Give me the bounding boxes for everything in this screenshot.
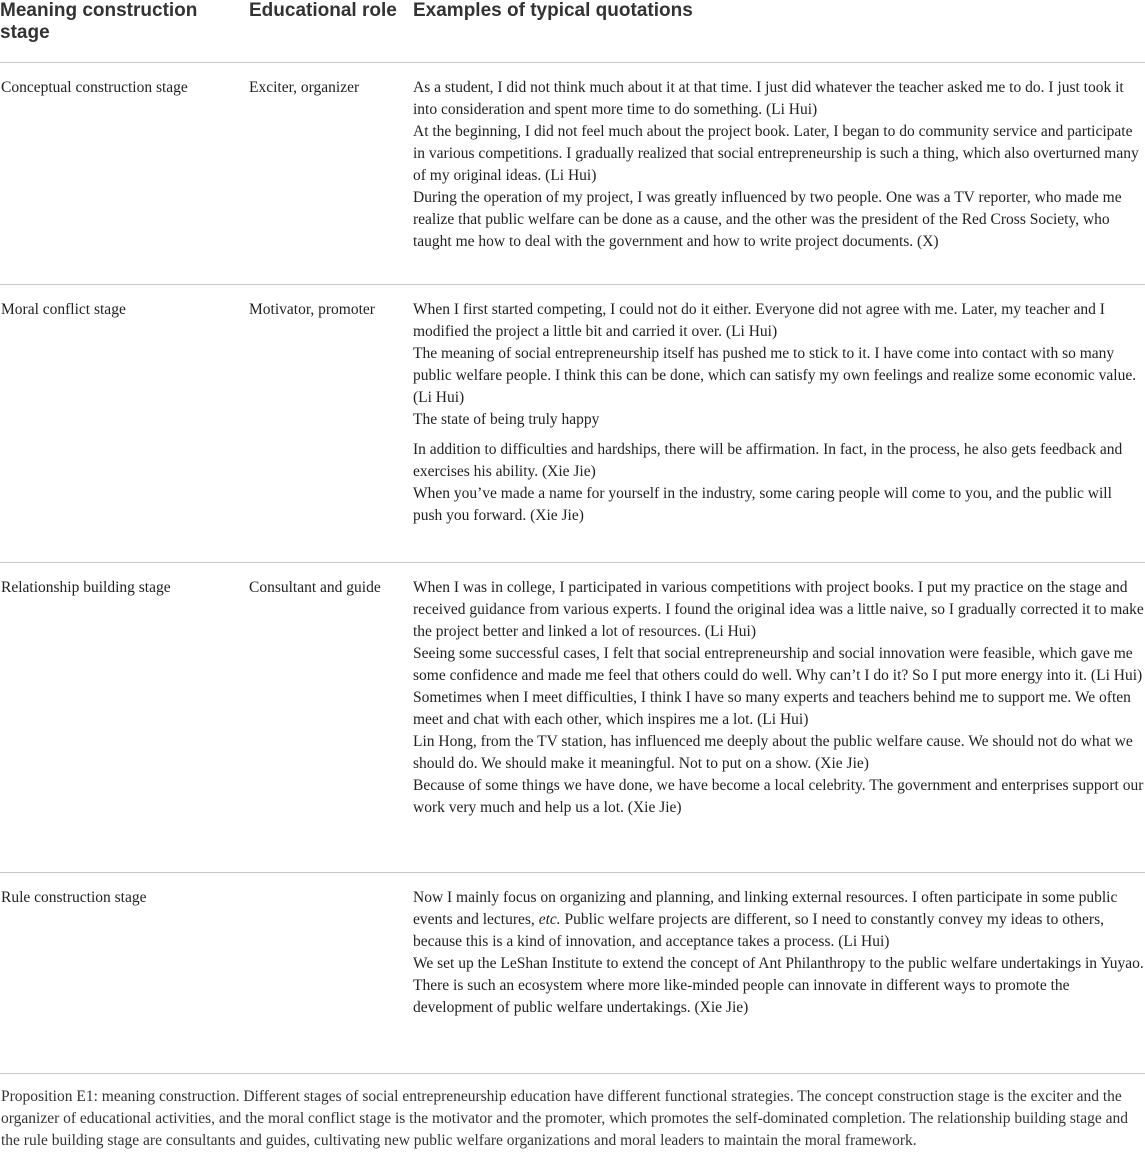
table-header-row [0,0,1145,63]
role-label: Exciter, organizer [249,79,360,96]
role-cell [249,285,413,563]
quote-text: Lin Hong, from the TV station, has influenced me deeply about the public welfare cause. We should not do what we should do. We should make it meaningful. Not to put on a show. (Xie Jie) [413,733,1133,772]
stage-cell [0,563,249,873]
table-row [0,873,1145,1074]
quote-text: When I was in college, I participated in various competitions with project books. I put my practice on the stage and received guidance from various experts. I found the original idea was a little naive, so I gradually corrected it to make the project better and linked a lot of resources. (Li Hui) [413,579,1144,640]
quote-emphasis: etc. [538,911,561,928]
role-cell [249,563,413,873]
quote-text: When you’ve made a name for yourself in the industry, some caring people will come to you, and the public will push you forward. (Xie Jie) [413,485,1112,524]
stage-cell [0,63,249,285]
header-typical-quotations: Examples of typical quotations [413,0,1145,63]
table-row [0,563,1145,873]
table-footnote: Proposition E1: meaning construction. Different stages of social entrepreneurship education have different functional strategies. The concept construction stage is the exciter and the organizer of educational activities, and the moral conflict stage is the motivator and the promoter, which promotes the self-dominated completion. The relationship building stage and the rule building stage are consultants and guides, cultivating new public welfare organizations and moral leaders to maintain the moral framework. [1,1088,1128,1149]
role-cell [249,873,413,1074]
table-row [0,285,1145,563]
table-row [0,63,1145,285]
quote-text: When I first started competing, I could not do it either. Everyone did not agree with me. Later, my teacher and I modified the project a little bit and carried it over. (Li Hui) [413,301,1105,340]
stage-cell [0,873,249,1074]
quote-text: The meaning of social entrepreneurship itself has pushed me to stick to it. I have come into contact with so many public welfare people. I think this can be done, which can satisfy my own feelings and realize some economic value. (Li Hui) [413,345,1137,406]
header-educational-role: Educational role [249,0,413,63]
quote-part: Public welfare projects are different, so I need to constantly convey my ideas to others, because this is a kind of innovation, and acceptance takes a process. (Li Hui) [413,911,1104,950]
role-label: Consultant and guide [249,579,381,596]
quote-text: As a student, I did not think much about it at that time. I just did whatever the teacher asked me to do. I just took it into consideration and spent more time to do something. (Li Hui) [413,79,1124,118]
role-label: Motivator, promoter [249,301,375,318]
quote-text: The state of being truly happy [413,411,600,428]
quote-text: During the operation of my project, I was greatly influenced by two people. One was a TV reporter, who made me realize that public welfare can be done as a cause, and the other was the president of the Red Cross Society, who taught me how to deal with the government and how to write project documents. (X) [413,189,1122,250]
quotes-cell [413,285,1145,563]
quote-part: Now I mainly focus on organizing and planning, and linking external resources. I often participate in some public events and lectures, [413,889,1118,928]
quotes-cell [413,63,1145,285]
quote-text [413,887,1145,953]
quote-text: In addition to difficulties and hardships, there will be affirmation. In fact, in the process, he also gets feedback and exercises his ability. (Xie Jie) [413,441,1123,480]
quotes-cell [413,873,1145,1074]
role-cell [249,63,413,285]
stage-label: Rule construction stage [1,889,147,906]
quotes-cell [413,563,1145,873]
stage-cell [0,285,249,563]
quote-text: Sometimes when I meet difficulties, I think I have so many experts and teachers behind me to support me. We often meet and chat with each other, which inspires me a lot. (Li Hui) [413,689,1131,728]
stage-label: Conceptual construction stage [1,79,188,96]
quote-text: We set up the LeShan Institute to extend the concept of Ant Philanthropy to the public welfare undertakings in Yuyao. There is such an ecosystem where more like-minded people can innovate in different ways to promote the development of public welfare undertakings. (Xie Jie) [413,955,1144,1016]
quote-text: At the beginning, I did not feel much about the project book. Later, I began to do community service and participate in various competitions. I gradually realized that social entrepreneurship is such a thing, which also overturned many of my original ideas. (Li Hui) [413,123,1139,184]
stage-label: Moral conflict stage [1,301,126,318]
quote-text: Seeing some successful cases, I felt that social entrepreneurship and social innovation were feasible, which gave me some confidence and made me feel that others could do well. Why can’t I do it? So I put more energy into it. (Li Hui) [413,645,1143,684]
stage-label: Relationship building stage [1,579,171,596]
header-meaning-construction-stage: Meaning construction stage [0,0,249,63]
quote-text: Because of some things we have done, we have become a local celebrity. The government and enterprises support our work very much and help us a lot. (Xie Jie) [413,777,1144,816]
